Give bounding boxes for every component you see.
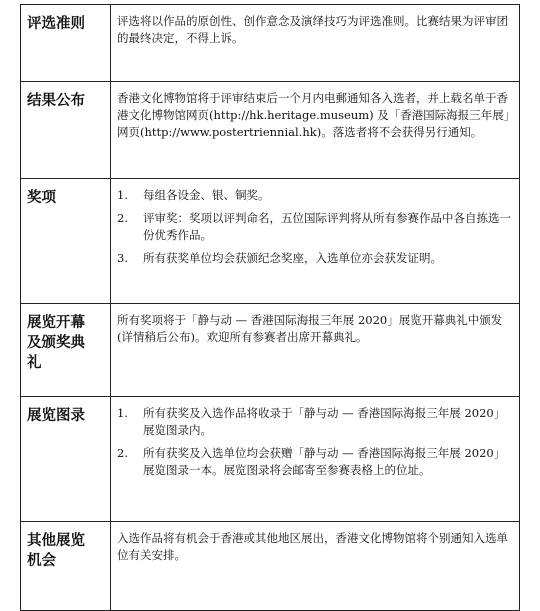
section-label <box>21 522 111 611</box>
section-content <box>111 179 520 304</box>
catalogue-list <box>117 405 512 479</box>
section-content <box>111 304 520 397</box>
section-content <box>111 82 520 179</box>
list-text: 每组各设金、银、铜奖。 <box>143 188 270 202</box>
list-item <box>117 210 512 244</box>
list-item <box>117 250 512 267</box>
row-other-exhibitions <box>21 522 520 611</box>
awards-list <box>117 187 512 267</box>
list-number: 2. <box>117 446 128 460</box>
row-opening-ceremony <box>21 304 520 397</box>
row-awards <box>21 179 520 304</box>
section-content <box>111 522 520 611</box>
section-text: 评选将以作品的原创性、创作意念及演绎技巧为评选准则。比赛结果为评审团的最终决定，不得上诉。 <box>117 14 508 45</box>
section-text: 所有奖项将于「静与动 — 香港国际海报三年展 2020」展览开幕典礼中颁发(详情稍后公布)。欢迎所有参赛者出席开幕典礼。 <box>117 313 503 344</box>
list-item <box>117 405 512 439</box>
label-line: 展览开幕 <box>27 315 85 331</box>
list-item <box>117 187 512 204</box>
section-content <box>111 397 520 522</box>
list-text: 评审奖：奖项以评判命名，五位国际评判将从所有参赛作品中各自拣选一份优秀作品。 <box>143 211 511 242</box>
row-judging-criteria <box>21 5 520 82</box>
section-text: 入选作品将有机会于香港或其他地区展出，香港文化博物馆将个别通知入选单位有关安排。 <box>117 531 508 562</box>
section-content <box>111 5 520 82</box>
label-line: 礼 <box>27 355 42 371</box>
section-text: 香港文化博物馆将于评审结束后一个月内电郵通知各入选者，并上载名单于香港文化博物馆网页(http://hk.heritage.museum) 及「香港国际海报三年展」网页(http://www.postertriennial.hk)。落选者将不会获得另行通知。 <box>117 91 510 139</box>
label-line: 其他展览 <box>27 533 85 549</box>
list-number: 2. <box>117 211 128 225</box>
section-label: 评选准则 <box>21 5 111 82</box>
list-number: 1. <box>117 406 128 420</box>
section-label: 展览图录 <box>21 397 111 522</box>
list-text: 所有获奖及入选作品将收录于「静与动 — 香港国际海报三年展 2020」展览图录内。 <box>143 406 506 437</box>
list-text: 所有获奖单位均会获颁纪念奖座，入选单位亦会获发证明。 <box>143 251 442 265</box>
section-label: 结果公布 <box>21 82 111 179</box>
list-number: 3. <box>117 251 128 265</box>
list-number: 1. <box>117 188 128 202</box>
label-line: 机会 <box>27 553 56 569</box>
list-item <box>117 445 512 479</box>
section-label: 奖项 <box>21 179 111 304</box>
list-text: 所有获奖及入选单位均会获赠「静与动 — 香港国际海报三年展 2020」展览图录一本。展览图录将会邮寄至参赛表格上的位址。 <box>143 446 506 477</box>
section-label <box>21 304 111 397</box>
rules-table <box>20 4 520 611</box>
row-results-announcement <box>21 82 520 179</box>
row-exhibition-catalogue <box>21 397 520 522</box>
label-line: 及颁奖典 <box>27 335 85 351</box>
